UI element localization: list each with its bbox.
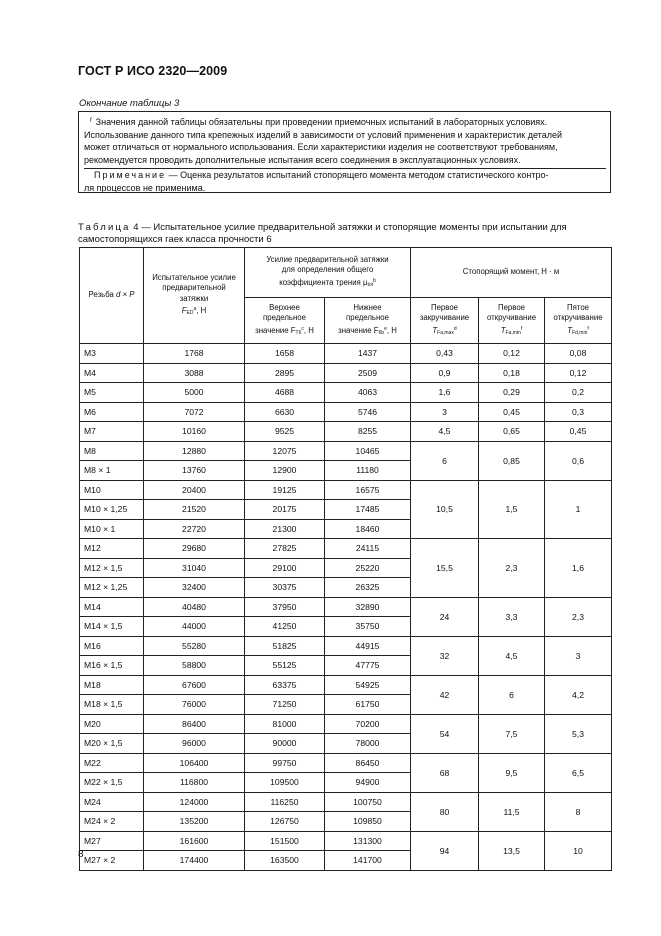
- lower-limit-cell: 4063: [325, 383, 411, 403]
- footnote-line-1: Значения данной таблицы обязательны при проведении приемочных испытаний в лабораторных условиях.: [95, 117, 548, 127]
- test-force-cell: 1768: [144, 344, 245, 364]
- thread-cell: M12 × 1,25: [80, 578, 144, 598]
- thread-cell: M27 × 2: [80, 851, 144, 871]
- fifth-loosening-torque-cell: 8: [545, 792, 612, 831]
- header-thread: Резьба d × P: [80, 248, 144, 344]
- thread-cell: M3: [80, 344, 144, 364]
- thread-cell: M20: [80, 714, 144, 734]
- table-4: [79, 247, 612, 871]
- fifth-loosening-torque-cell: 0,2: [545, 383, 612, 403]
- first-loosening-torque-cell: 2,3: [479, 539, 545, 598]
- fifth-loosening-torque-cell: 0,08: [545, 344, 612, 364]
- table-row: [80, 344, 612, 364]
- thread-cell: M10 × 1,25: [80, 500, 144, 520]
- lower-limit-cell: 25220: [325, 558, 411, 578]
- thread-cell: M4: [80, 363, 144, 383]
- upper-limit-cell: 41250: [245, 617, 325, 637]
- upper-limit-cell: 4688: [245, 383, 325, 403]
- lower-limit-cell: 70200: [325, 714, 411, 734]
- test-force-cell: 67600: [144, 675, 245, 695]
- test-force-cell: 96000: [144, 734, 245, 754]
- first-tightening-torque-cell: 3: [411, 402, 479, 422]
- table-row: [80, 441, 612, 461]
- lower-limit-cell: 16575: [325, 480, 411, 500]
- thread-cell: M10 × 1: [80, 519, 144, 539]
- lower-limit-cell: 24115: [325, 539, 411, 559]
- lower-limit-cell: 10465: [325, 441, 411, 461]
- footnote-line-2: Использование данного типа крепежных изделий в зависимости от условий применения и характеристик деталей: [84, 129, 562, 140]
- lower-limit-cell: 35750: [325, 617, 411, 637]
- fifth-loosening-torque-cell: 1,6: [545, 539, 612, 598]
- header-first-off: Первое откручивание $T_{Fa,min}^f$: [479, 298, 545, 344]
- first-loosening-torque-cell: 13,5: [479, 831, 545, 870]
- lower-limit-cell: 86450: [325, 753, 411, 773]
- upper-limit-cell: 63375: [245, 675, 325, 695]
- header-test-force: Испытательное усилие предварительной затяжки $F_{ED}^a$, Н: [144, 248, 245, 344]
- table-row: [80, 636, 612, 656]
- table-row: [80, 539, 612, 559]
- table-row: [80, 480, 612, 500]
- fifth-loosening-torque-cell: 5,3: [545, 714, 612, 753]
- lower-limit-cell: 11180: [325, 461, 411, 481]
- primechanie-note: [84, 168, 606, 194]
- table-row: [80, 753, 612, 773]
- header-upper: Верхнее предельное значение $F_{T6}^c$, Н: [245, 298, 325, 344]
- test-force-cell: 22720: [144, 519, 245, 539]
- thread-cell: M22: [80, 753, 144, 773]
- thread-cell: M12: [80, 539, 144, 559]
- table-row: [80, 383, 612, 403]
- lower-limit-cell: 5746: [325, 402, 411, 422]
- test-force-cell: 86400: [144, 714, 245, 734]
- upper-limit-cell: 2895: [245, 363, 325, 383]
- test-force-cell: 161600: [144, 831, 245, 851]
- upper-limit-cell: 6630: [245, 402, 325, 422]
- test-force-cell: 12880: [144, 441, 245, 461]
- header-lower: Нижнее предельное значение $F_{6b}^e$, Н: [325, 298, 411, 344]
- test-force-cell: 32400: [144, 578, 245, 598]
- thread-cell: M8: [80, 441, 144, 461]
- upper-limit-cell: 21300: [245, 519, 325, 539]
- upper-limit-cell: 12075: [245, 441, 325, 461]
- table-3-notes: [78, 111, 611, 193]
- test-force-cell: 116800: [144, 773, 245, 793]
- header-fifth-off: Пятое откручивание $T_{Fd,min}^f$: [545, 298, 612, 344]
- lower-limit-cell: 100750: [325, 792, 411, 812]
- test-force-cell: 29680: [144, 539, 245, 559]
- test-force-cell: 40480: [144, 597, 245, 617]
- first-loosening-torque-cell: 0,85: [479, 441, 545, 480]
- upper-limit-cell: 151500: [245, 831, 325, 851]
- table-row: [80, 714, 612, 734]
- first-tightening-torque-cell: 10,5: [411, 480, 479, 539]
- first-loosening-torque-cell: 1,5: [479, 480, 545, 539]
- first-tightening-torque-cell: 4,5: [411, 422, 479, 442]
- first-loosening-torque-cell: 6: [479, 675, 545, 714]
- fifth-loosening-torque-cell: 3: [545, 636, 612, 675]
- thread-cell: M14: [80, 597, 144, 617]
- thread-cell: M24: [80, 792, 144, 812]
- first-loosening-torque-cell: 9,5: [479, 753, 545, 792]
- upper-limit-cell: 126750: [245, 812, 325, 832]
- fifth-loosening-torque-cell: 0,45: [545, 422, 612, 442]
- test-force-cell: 21520: [144, 500, 245, 520]
- caption-line-2: самостопорящихся гаек класса прочности 6: [78, 234, 272, 245]
- thread-cell: M12 × 1,5: [80, 558, 144, 578]
- header-preload: Усилие предварительной затяжки для определения общего коэффициента трения $\mu_{tot}^b$: [245, 248, 411, 298]
- lower-limit-cell: 131300: [325, 831, 411, 851]
- primechanie-line-1: — Оценка результатов испытаний стопорящего момента методом статистического контро-: [168, 170, 549, 180]
- caption-label: Таблица: [78, 222, 131, 233]
- lower-limit-cell: 54925: [325, 675, 411, 695]
- footnote-f: [84, 115, 606, 166]
- thread-cell: M20 × 1,5: [80, 734, 144, 754]
- fifth-loosening-torque-cell: 10: [545, 831, 612, 870]
- table-4-caption: [78, 222, 612, 246]
- upper-limit-cell: 51825: [245, 636, 325, 656]
- first-tightening-torque-cell: 68: [411, 753, 479, 792]
- test-force-cell: 13760: [144, 461, 245, 481]
- footnote-line-3: может отличаться от нормального использования. Если характеристики изделия не соответствуют требованиям,: [84, 142, 558, 153]
- page-number: 8: [78, 849, 84, 860]
- test-force-cell: 31040: [144, 558, 245, 578]
- upper-limit-cell: 9525: [245, 422, 325, 442]
- thread-cell: M7: [80, 422, 144, 442]
- lower-limit-cell: 61750: [325, 695, 411, 715]
- first-loosening-torque-cell: 0,45: [479, 402, 545, 422]
- lower-limit-cell: 26325: [325, 578, 411, 598]
- lower-limit-cell: 2509: [325, 363, 411, 383]
- test-force-cell: 20400: [144, 480, 245, 500]
- table-row: [80, 792, 612, 812]
- first-tightening-torque-cell: 0,9: [411, 363, 479, 383]
- first-loosening-torque-cell: 3,3: [479, 597, 545, 636]
- caption-number: 4: [133, 222, 139, 233]
- thread-cell: M22 × 1,5: [80, 773, 144, 793]
- first-loosening-torque-cell: 4,5: [479, 636, 545, 675]
- upper-limit-cell: 71250: [245, 695, 325, 715]
- first-tightening-torque-cell: 1,6: [411, 383, 479, 403]
- test-force-cell: 3088: [144, 363, 245, 383]
- thread-cell: M24 × 2: [80, 812, 144, 832]
- first-loosening-torque-cell: 11,5: [479, 792, 545, 831]
- table-row: [80, 363, 612, 383]
- lower-limit-cell: 18460: [325, 519, 411, 539]
- footnote-mark: f: [90, 118, 92, 124]
- test-force-cell: 7072: [144, 402, 245, 422]
- thread-cell: M6: [80, 402, 144, 422]
- first-tightening-torque-cell: 24: [411, 597, 479, 636]
- first-tightening-torque-cell: 94: [411, 831, 479, 870]
- header-first-on: Первое закручивание $T_{Fa,max}^d$: [411, 298, 479, 344]
- first-tightening-torque-cell: 42: [411, 675, 479, 714]
- document-header: ГОСТ Р ИСО 2320—2009: [78, 64, 228, 78]
- test-force-cell: 106400: [144, 753, 245, 773]
- table-body: [80, 344, 612, 871]
- first-tightening-torque-cell: 6: [411, 441, 479, 480]
- first-loosening-torque-cell: 0,12: [479, 344, 545, 364]
- first-loosening-torque-cell: 0,65: [479, 422, 545, 442]
- lower-limit-cell: 141700: [325, 851, 411, 871]
- lower-limit-cell: 44915: [325, 636, 411, 656]
- upper-limit-cell: 20175: [245, 500, 325, 520]
- thread-cell: M27: [80, 831, 144, 851]
- test-force-cell: 174400: [144, 851, 245, 871]
- first-tightening-torque-cell: 0,43: [411, 344, 479, 364]
- lower-limit-cell: 1437: [325, 344, 411, 364]
- test-force-cell: 58800: [144, 656, 245, 676]
- fifth-loosening-torque-cell: 0,12: [545, 363, 612, 383]
- fifth-loosening-torque-cell: 4,2: [545, 675, 612, 714]
- lower-limit-cell: 17485: [325, 500, 411, 520]
- upper-limit-cell: 55125: [245, 656, 325, 676]
- thread-cell: M10: [80, 480, 144, 500]
- test-force-cell: 76000: [144, 695, 245, 715]
- thread-cell: M18 × 1,5: [80, 695, 144, 715]
- fifth-loosening-torque-cell: 2,3: [545, 597, 612, 636]
- table-row: [80, 422, 612, 442]
- lower-limit-cell: 32890: [325, 597, 411, 617]
- upper-limit-cell: 37950: [245, 597, 325, 617]
- thread-cell: M16: [80, 636, 144, 656]
- upper-limit-cell: 12900: [245, 461, 325, 481]
- table-continuation-label: Окончание таблицы 3: [79, 98, 180, 109]
- table-row: [80, 597, 612, 617]
- caption-line-1: — Испытательное усилие предварительной затяжки и стопорящие моменты при испытании для: [141, 222, 567, 233]
- header-torque: Стопорящий момент, Н · м: [411, 248, 612, 298]
- table-row: [80, 675, 612, 695]
- lower-limit-cell: 47775: [325, 656, 411, 676]
- fifth-loosening-torque-cell: 0,3: [545, 402, 612, 422]
- upper-limit-cell: 163500: [245, 851, 325, 871]
- upper-limit-cell: 1658: [245, 344, 325, 364]
- upper-limit-cell: 90000: [245, 734, 325, 754]
- upper-limit-cell: 81000: [245, 714, 325, 734]
- thread-cell: M14 × 1,5: [80, 617, 144, 637]
- first-loosening-torque-cell: 0,29: [479, 383, 545, 403]
- lower-limit-cell: 109850: [325, 812, 411, 832]
- primechanie-label: Примечание: [94, 170, 167, 180]
- thread-cell: M18: [80, 675, 144, 695]
- fifth-loosening-torque-cell: 6,5: [545, 753, 612, 792]
- primechanie-line-2: ля процессов не применима.: [84, 182, 206, 193]
- first-loosening-torque-cell: 7,5: [479, 714, 545, 753]
- upper-limit-cell: 29100: [245, 558, 325, 578]
- upper-limit-cell: 30375: [245, 578, 325, 598]
- test-force-cell: 10160: [144, 422, 245, 442]
- table-row: [80, 831, 612, 851]
- first-tightening-torque-cell: 54: [411, 714, 479, 753]
- test-force-cell: 44000: [144, 617, 245, 637]
- footnote-line-4: рекомендуется проводить дополнительные испытания всего соединения в эксплуатационных условиях.: [84, 154, 521, 165]
- test-force-cell: 5000: [144, 383, 245, 403]
- lower-limit-cell: 8255: [325, 422, 411, 442]
- table-row: [80, 402, 612, 422]
- first-tightening-torque-cell: 32: [411, 636, 479, 675]
- upper-limit-cell: 19125: [245, 480, 325, 500]
- upper-limit-cell: 116250: [245, 792, 325, 812]
- upper-limit-cell: 109500: [245, 773, 325, 793]
- upper-limit-cell: 99750: [245, 753, 325, 773]
- first-loosening-torque-cell: 0,18: [479, 363, 545, 383]
- test-force-cell: 135200: [144, 812, 245, 832]
- upper-limit-cell: 27825: [245, 539, 325, 559]
- thread-cell: M8 × 1: [80, 461, 144, 481]
- fifth-loosening-torque-cell: 1: [545, 480, 612, 539]
- test-force-cell: 124000: [144, 792, 245, 812]
- test-force-cell: 55280: [144, 636, 245, 656]
- thread-cell: M5: [80, 383, 144, 403]
- thread-cell: M16 × 1,5: [80, 656, 144, 676]
- lower-limit-cell: 94900: [325, 773, 411, 793]
- fifth-loosening-torque-cell: 0,6: [545, 441, 612, 480]
- lower-limit-cell: 78000: [325, 734, 411, 754]
- first-tightening-torque-cell: 80: [411, 792, 479, 831]
- first-tightening-torque-cell: 15,5: [411, 539, 479, 598]
